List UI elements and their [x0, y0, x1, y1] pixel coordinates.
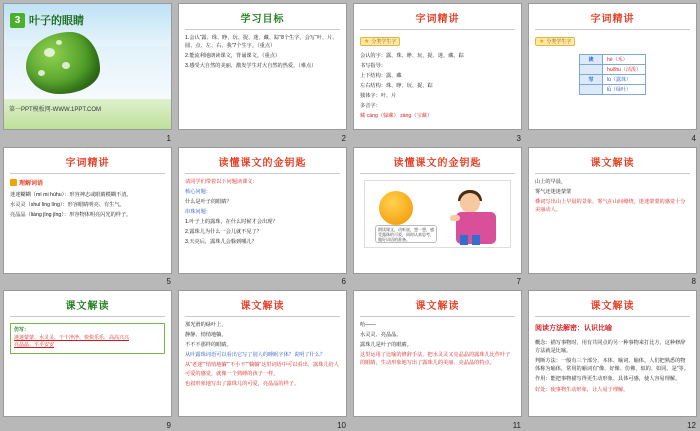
slide-header: 读懂课文的金钥匙 — [218, 157, 307, 169]
body-line: 山上的早晨， — [535, 178, 567, 185]
head-shape — [460, 193, 480, 213]
slide-12-reading-method[interactable] — [528, 290, 697, 417]
body-line: 1.会认“露、珠、睁、玩、捉、迷、藏、踪”8个生字，会写“叶、片、圆、点、左、右、我”7个生字。（重点） — [185, 35, 338, 50]
slide-cell-9[interactable] — [0, 287, 175, 431]
slide-header: 课文解读 — [240, 301, 285, 313]
slide-number: 5 — [166, 277, 171, 287]
cover-footer: 第一PPT模板网-WWW.1PPT.COM — [9, 107, 101, 113]
body-line: 什么是叶子的眼睛？ — [185, 198, 232, 205]
slide-5-word-meanings[interactable] — [3, 147, 172, 274]
slide-header: 学习目标 — [240, 14, 285, 25]
row-label-spacer — [580, 85, 603, 95]
body-line: 独体字：叶、片 — [360, 93, 397, 100]
row-value-1: hé（禾） — [603, 55, 646, 65]
slide-number: 4 — [691, 133, 696, 143]
header-divider — [535, 316, 690, 317]
slide-cell-5[interactable] — [0, 144, 175, 288]
slide-9-imitation-writing[interactable] — [3, 290, 172, 417]
body-line: 从叶露珠词语可以看出它写了别人的睡眠字体？说明了什么？ — [185, 352, 326, 359]
slide-cell-3[interactable] — [350, 0, 525, 144]
sun-icon — [379, 191, 413, 225]
body-line: 从“老迷”“悄悄地躺”“不小不”“躺躺”这里词语中可以看出，露珠儿给人可爱的感觉，就像一个熟睡的孩子一样。 — [185, 362, 339, 377]
slide-header: 字词精讲 — [415, 14, 460, 25]
body-line: 会认的字：露、珠、睁、玩、捉、迷、藏、踪 — [360, 53, 464, 59]
slide-cell-10[interactable] — [175, 287, 350, 431]
dew-drop-icon — [62, 62, 70, 69]
body-line: 核心问题： — [185, 188, 211, 195]
imitation-label: 仿写： — [14, 327, 30, 334]
row-value-1: lù（露珠） — [603, 75, 646, 85]
imitation-line: 亮晶晶、平平安安 — [14, 342, 55, 349]
header-divider — [10, 173, 165, 174]
slide-body — [4, 187, 171, 225]
slide-7-illustration[interactable] — [353, 147, 522, 274]
slide-body — [179, 30, 346, 76]
category-tag-label: 分类学生字 — [371, 39, 397, 45]
slide-number: 9 — [166, 420, 171, 430]
slide-number: 7 — [516, 277, 521, 287]
slide-header: 字词精讲 — [65, 157, 110, 169]
slide-cell-6[interactable] — [175, 144, 350, 288]
slide-cell-4[interactable] — [525, 0, 700, 144]
illustration-area — [364, 180, 511, 248]
body-line: 请同学们带着以下问题读课文： — [185, 178, 258, 185]
row-label-spacer — [580, 65, 603, 75]
body-line: 左右结构：珠、睁、玩、捉、踪 — [360, 83, 433, 90]
lesson-number-badge: 3 — [10, 13, 25, 28]
boy-illustration — [448, 189, 494, 245]
slide-number: 11 — [512, 420, 521, 430]
body-line: 叠词写出山上早晨的景象，雾气在山间缭绕，迷迷蒙蒙的感觉十分美丽动人。 — [535, 198, 686, 213]
category-tag — [535, 37, 575, 46]
slide-header: 课文解读 — [590, 301, 635, 313]
table-row — [580, 55, 646, 65]
dew-drop-icon — [56, 40, 62, 45]
dew-drop-icon — [38, 70, 45, 76]
body-line: 这里运用了比喻的修辞手法，把水灵灵又亮晶晶的露珠儿比作叶子的眼睛，生动形象地写出了露珠儿的美丽、亮晶晶的特点。 — [360, 352, 511, 367]
imitation-box — [10, 323, 165, 354]
slide-header: 字词精讲 — [590, 14, 635, 25]
header-divider — [360, 173, 515, 174]
slide-body — [529, 335, 696, 399]
body-line: 上下结构：露、藏 — [360, 73, 402, 80]
cover-title-bar — [10, 12, 84, 28]
arm-shape — [450, 215, 460, 221]
slide-cell-2[interactable] — [175, 0, 350, 144]
category-tag — [360, 37, 400, 46]
row-label: 写 — [580, 75, 603, 85]
body-line: 露珠儿是叶子的眼睛。 — [360, 342, 412, 349]
body-line: 也叙形象地写出了露珠儿的可爱，亮晶晶的样子。 — [185, 380, 300, 387]
body-line: 水灵灵、亮晶晶。 — [360, 332, 402, 339]
slide-number: 12 — [687, 420, 696, 430]
slide-header: 课文解读 — [65, 301, 110, 313]
bullet-icon — [10, 179, 17, 186]
body-line: 不不不那样的眼睛。 — [185, 342, 232, 349]
slide-1-cover[interactable] — [3, 3, 172, 130]
slide-body — [179, 174, 346, 252]
slide-cell-7[interactable] — [350, 144, 525, 288]
slide-cell-12[interactable] — [525, 287, 700, 431]
body-line: 判断方法：一般有三个部分，本体、喻词、喻体。人们把熟悉的物体称为喻体，常用的喻词有“像、好像、仿佛、似的、如同、是”等。 — [535, 358, 689, 373]
leg-shape — [472, 235, 480, 245]
slide-2-objectives[interactable] — [178, 3, 347, 130]
pinyin-table — [579, 54, 646, 95]
body-line: 2.露珠儿为什么一会儿就不见了？ — [185, 228, 262, 235]
body-line: 串珠问题： — [185, 208, 211, 215]
slide-8-text-analysis[interactable] — [528, 147, 697, 274]
slide-cell-11[interactable] — [350, 287, 525, 431]
body-line: 1.叶子上的露珠，在什么时候才会出现？ — [185, 218, 278, 225]
body-line: 多音字： — [360, 103, 381, 110]
imitation-line: 迷迷蒙蒙、水灵灵、干干净净、快快乐乐、高高兴兴 — [14, 334, 130, 341]
slide-body — [354, 48, 521, 126]
body-line: 概念：描写事物时，用有共同点的另一种事物来打比方，这种修辞方法就是比喻。 — [535, 340, 686, 355]
body-line: 好处：使事物生动形象，让人易于理解。 — [535, 386, 629, 393]
star-icon: ★ — [539, 39, 545, 45]
body-line: 亮晶晶（liàng jīng jīng）：形容物体明亮闪光的样子。 — [10, 211, 132, 218]
slide-4-vocabulary-table[interactable] — [528, 3, 697, 130]
body-line: 书写指导： — [360, 63, 386, 70]
slide-3-vocabulary[interactable] — [353, 3, 522, 130]
body-line: 作用：能把事物描写得更生动形象、具体可感，使人容易理解。 — [535, 376, 681, 383]
slide-body — [354, 317, 521, 373]
body-line: 哈—— — [360, 322, 376, 329]
star-icon: ★ — [364, 39, 370, 45]
header-divider — [535, 29, 690, 30]
body-line: 迷迷糊糊（mí mi húhu）：形容神志或眼睛模糊不清。 — [10, 191, 132, 198]
slide-10-text-analysis[interactable] — [178, 290, 347, 417]
body-line: 水灵灵（shuǐ líng líng）：形容眼睛明亮、有生气。 — [10, 201, 125, 208]
slide-number: 2 — [341, 133, 346, 143]
body-line: 雾气还迷迷蒙蒙 — [535, 188, 572, 195]
slide-number: 1 — [166, 133, 171, 143]
body-line: 静静、悄悄地躺， — [185, 332, 227, 339]
body-line: 2.能流利地朗读课文，背诵课文。（重点） — [185, 53, 281, 60]
category-tag-label: 分类学生字 — [546, 39, 572, 45]
body-line: 3.天亮后，露珠儿会躲到哪儿？ — [185, 238, 257, 245]
cover-title: 叶子的眼睛 — [29, 15, 84, 27]
header-divider — [360, 29, 515, 30]
row-value-2: lǜ（绿叶） — [603, 85, 646, 95]
dew-drop-icon — [44, 48, 55, 57]
slide-header: 课文解读 — [415, 301, 460, 313]
subsection-label: 理解词语 — [19, 180, 44, 187]
slide-body — [179, 317, 346, 393]
row-value-2: huǒhu（活泼） — [603, 65, 646, 75]
method-title: 阅读方法解密：认识比喻 — [535, 325, 612, 333]
speech-bubble: 朗读课文，动听说，想一想，感受露珠的可爱，同时认真思考，做好词语的准备。 — [375, 225, 437, 243]
subsection-title — [10, 178, 171, 187]
slide-number: 3 — [516, 133, 521, 143]
slide-cell-1[interactable] — [0, 0, 175, 144]
table-row — [580, 85, 646, 95]
slide-6-key-questions[interactable] — [178, 147, 347, 274]
slide-number: 6 — [341, 277, 346, 287]
row-label: 读 — [580, 55, 603, 65]
slide-cell-8[interactable] — [525, 144, 700, 288]
body-line: 藏 cáng（躲藏） zàng（宝藏） — [360, 113, 433, 120]
body-line: 3.感受大自然的美丽，激发学生对大自然的热爱。（难点） — [185, 63, 317, 70]
leg-shape — [460, 235, 468, 245]
header-divider — [10, 316, 165, 317]
body-line: 那光滑的绿叶上， — [185, 322, 227, 329]
slide-header: 读懂课文的金钥匙 — [393, 157, 482, 169]
table-row — [580, 65, 646, 75]
slide-body — [529, 174, 696, 220]
slide-number: 10 — [337, 420, 346, 430]
slide-11-text-analysis[interactable] — [353, 290, 522, 417]
table-row — [580, 75, 646, 85]
slide-header: 课文解读 — [590, 157, 635, 169]
slide-number: 8 — [691, 277, 696, 287]
